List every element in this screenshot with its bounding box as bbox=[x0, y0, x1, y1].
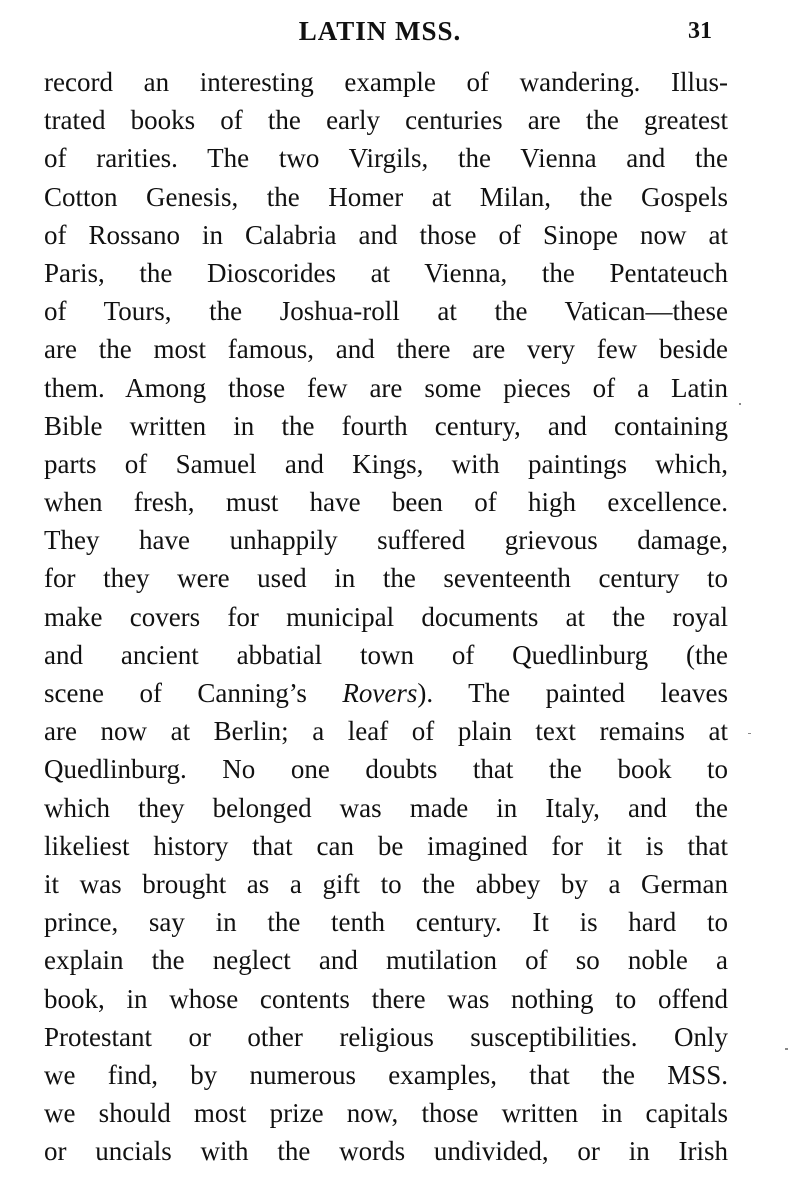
text-line: and ancient abbatial town of Quedlinburg (the bbox=[44, 639, 728, 670]
text-line: which they belonged was made in Italy, and the bbox=[44, 792, 728, 823]
running-head-title: LATIN MSS. bbox=[298, 16, 462, 46]
italic-title-rovers: Rovers bbox=[342, 678, 418, 708]
scan-speck bbox=[748, 733, 751, 734]
text-line: are now at Berlin; a leaf of plain text remains at bbox=[44, 716, 728, 747]
text-line: book, in whose contents there was nothing to offend bbox=[44, 983, 728, 1014]
text-line: Quedlinburg. No one doubts that the book to bbox=[44, 754, 728, 785]
text-line-end: ). The painted leaves bbox=[417, 678, 728, 708]
body-text bbox=[44, 63, 728, 1170]
running-head bbox=[0, 14, 789, 48]
text-line: make covers for municipal documents at the royal bbox=[44, 601, 728, 632]
text-line: we find, by numerous examples, that the MSS. bbox=[44, 1059, 728, 1090]
text-line: are the most famous, and there are very few beside bbox=[44, 334, 728, 365]
text-line: for they were used in the seventeenth century to bbox=[44, 563, 728, 594]
scan-speck bbox=[785, 1048, 788, 1050]
text-line: likeliest history that can be imagined for it is that bbox=[44, 830, 728, 861]
text-line: explain the neglect and mutilation of so noble a bbox=[44, 945, 728, 976]
text-line: of rarities. The two Virgils, the Vienna and the bbox=[44, 143, 728, 174]
scan-speck bbox=[739, 403, 741, 405]
text-line: we should most prize now, those written in capitals bbox=[44, 1098, 728, 1129]
text-line: Protestant or other religious susceptibilities. Only bbox=[44, 1021, 728, 1052]
text-line: Paris, the Dioscorides at Vienna, the Pentateuch bbox=[44, 257, 728, 288]
text-line: of Tours, the Joshua-roll at the Vatican—these bbox=[44, 296, 728, 327]
text-line: prince, say in the tenth century. It is hard to bbox=[44, 907, 728, 938]
text-line: They have unhappily suffered grievous damage, bbox=[44, 525, 728, 556]
text-line: them. Among those few are some pieces of a Latin bbox=[44, 372, 728, 403]
text-line: or uncials with the words undivided, or in Irish bbox=[44, 1136, 728, 1167]
page-number: 31 bbox=[688, 18, 712, 44]
text-line-with-italic bbox=[44, 674, 728, 712]
text-line: it was brought as a gift to the abbey by a German bbox=[44, 868, 728, 899]
text-line: Bible written in the fourth century, and containing bbox=[44, 410, 728, 441]
text-line: of Rossano in Calabria and those of Sinope now at bbox=[44, 219, 728, 250]
text-line: Cotton Genesis, the Homer at Milan, the Gospels bbox=[44, 181, 728, 212]
text-line: when fresh, must have been of high excellence. bbox=[44, 487, 728, 518]
text-line: trated books of the early centuries are the greatest bbox=[44, 105, 728, 136]
text-line: record an interesting example of wandering. Illus- bbox=[44, 67, 728, 97]
text-line-start: scene of Canning’s bbox=[44, 678, 343, 708]
text-line: parts of Samuel and Kings, with paintings which, bbox=[44, 448, 728, 479]
